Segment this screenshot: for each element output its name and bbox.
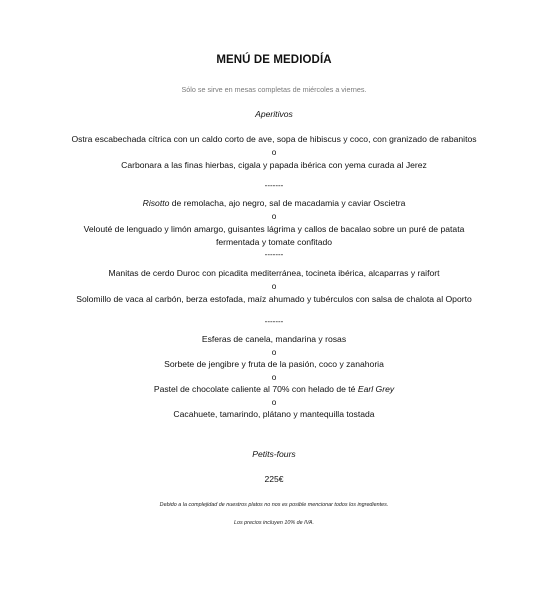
dessert-dish4: Cacahuete, tamarindo, plátano y mantequilla tostada — [173, 409, 375, 419]
course1-dish1: Ostra escabechada cítrica con un caldo corto de ave, sopa de hibiscus y coco, con granizado de rabanitos — [71, 134, 477, 144]
dessert-dish2: Sorbete de jengibre y fruta de la pasión, coco y zanahoria — [164, 359, 384, 369]
course2-or: o — [271, 212, 277, 221]
separator-2: ------- — [264, 250, 284, 259]
separator-1: ------- — [264, 181, 284, 190]
page-title: MENÚ DE MEDIODÍA — [216, 54, 332, 66]
ingredients-note: Debido a la complejidad de nuestros platos no nos es posible mencionar todos los ingredientes. — [159, 502, 389, 508]
course3-dish1: Manitas de cerdo Duroc con picadita mediterránea, tocineta ibérica, alcaparras y raifort — [108, 268, 440, 278]
menu-price: 225€ — [264, 474, 284, 484]
course1-dish2: Carbonara a las finas hierbas, cigala y papada ibérica con yema curada al Jerez — [121, 160, 427, 170]
course3-or: o — [271, 282, 277, 291]
course2-dish2-line1: Velouté de lenguado y limón amargo, guisantes lágrima y callos de bacalao sobre un puré de patata — [83, 224, 465, 234]
service-note: Sólo se sirve en mesas completas de miércoles a viernes. — [181, 85, 367, 94]
dessert-or2: o — [271, 373, 277, 382]
course1-or: o — [271, 148, 277, 157]
dessert-dish3 — [0, 384, 548, 395]
dessert-dish3-text: Pastel de chocolate caliente al 70% con helado de té — [153, 384, 358, 394]
course2-dish1-italic: Risotto — [142, 198, 170, 208]
course2-dish1 — [0, 198, 548, 209]
dessert-dish1: Esferas de canela, mandarina y rosas — [201, 334, 347, 344]
dessert-or3: o — [271, 398, 277, 407]
separator-3: ------- — [264, 317, 284, 326]
petits-fours-heading: Petits-fours — [252, 449, 296, 459]
aperitivos-heading: Aperitivos — [255, 109, 293, 119]
dessert-dish3-italic: Earl Grey — [357, 384, 395, 394]
course2-dish1-rest: de remolacha, ajo negro, sal de macadamia y caviar Oscietra — [169, 198, 406, 208]
dessert-or1: o — [271, 348, 277, 357]
course2-dish2-line2: fermentada y tomate confitado — [215, 237, 333, 247]
tax-note: Los precios incluyen 10% de IVA. — [233, 520, 314, 526]
course3-dish2: Solomillo de vaca al carbón, berza estofada, maíz ahumado y tubérculos con salsa de chalota al Oporto — [76, 294, 472, 304]
